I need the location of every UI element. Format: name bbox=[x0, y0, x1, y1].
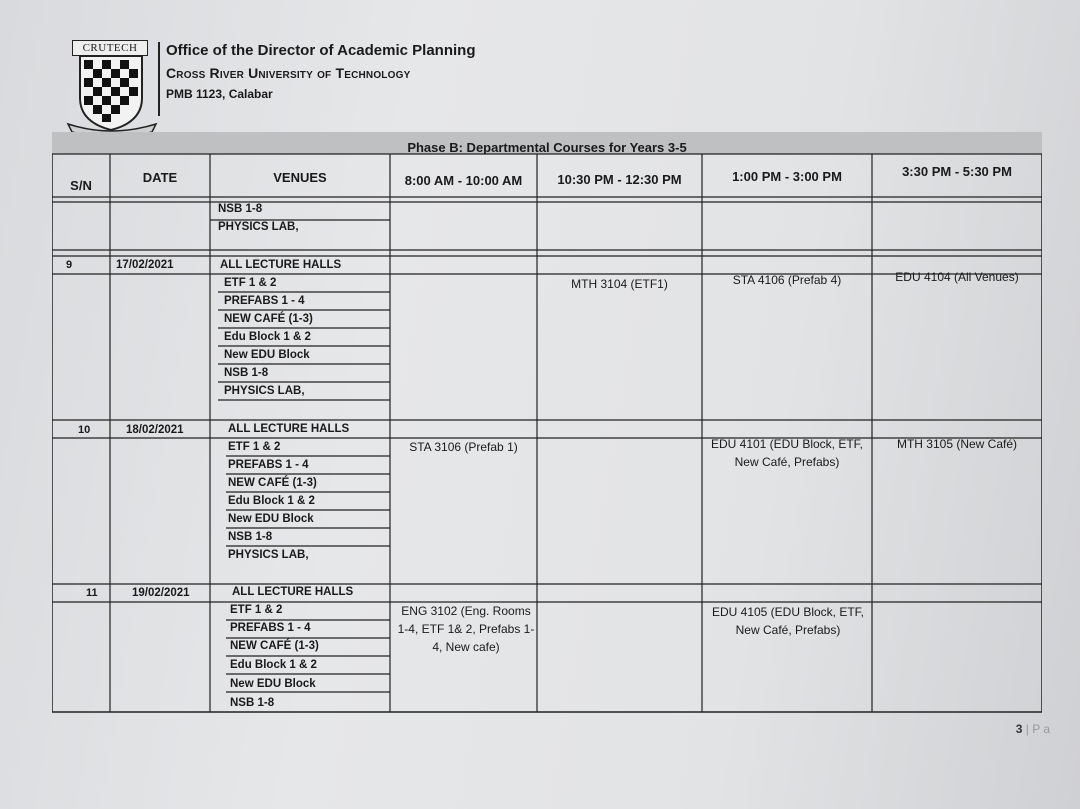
row-sn: 11 bbox=[86, 587, 98, 599]
venue-item: New EDU Block bbox=[224, 349, 310, 361]
row-sn: 10 bbox=[78, 424, 91, 436]
course-slot3: EDU 4101 (EDU Block, ETF, New Café, Prefabs) bbox=[710, 437, 864, 469]
venue-item: NSB 1-8 bbox=[230, 697, 275, 709]
venue-item: PHYSICS LAB, bbox=[224, 385, 305, 397]
venue-item: New EDU Block bbox=[228, 513, 314, 525]
course-slot1: ENG 3102 (Eng. Rooms 1-4, ETF 1& 2, Prefabs 1-4, New cafe) bbox=[397, 604, 535, 654]
venue-item: ETF 1 & 2 bbox=[228, 441, 281, 453]
venue-item: PHYSICS LAB, bbox=[228, 549, 309, 561]
course-slot1: STA 3106 (Prefab 1) bbox=[409, 440, 518, 454]
university-name: Cross River University of Technology bbox=[166, 65, 411, 81]
partial-venue: NSB 1-8 bbox=[218, 203, 263, 215]
venue-item: Edu Block 1 & 2 bbox=[224, 331, 311, 343]
row-date: 19/02/2021 bbox=[132, 587, 190, 599]
column-header-date: DATE bbox=[142, 170, 178, 185]
table-grid bbox=[52, 132, 1042, 714]
venue-item: PREFABS 1 - 4 bbox=[230, 622, 311, 634]
column-header-slot2: 10:30 PM - 12:30 PM bbox=[557, 172, 682, 187]
venue-item: ALL LECTURE HALLS bbox=[220, 259, 342, 271]
venue-item: ETF 1 & 2 bbox=[230, 604, 283, 616]
venue-item: ETF 1 & 2 bbox=[224, 277, 277, 289]
venue-item: PREFABS 1 - 4 bbox=[224, 295, 305, 307]
header-divider bbox=[158, 42, 160, 116]
venue-item: ALL LECTURE HALLS bbox=[232, 586, 354, 598]
office-title: Office of the Director of Academic Planning bbox=[166, 42, 476, 59]
course-slot4: EDU 4104 (All Venues) bbox=[895, 270, 1019, 284]
exam-timetable bbox=[52, 132, 1042, 714]
venue-item: NSB 1-8 bbox=[228, 531, 273, 543]
venue-item: NSB 1-8 bbox=[224, 367, 269, 379]
row-date: 18/02/2021 bbox=[126, 424, 184, 436]
course-slot2: MTH 3104 (ETF1) bbox=[571, 277, 668, 291]
course-slot4: MTH 3105 (New Café) bbox=[896, 437, 1018, 451]
university-logo bbox=[66, 38, 158, 134]
document-header bbox=[66, 38, 486, 138]
venue-item: NEW CAFÉ (1-3) bbox=[230, 640, 319, 652]
course-slot3: STA 4106 (Prefab 4) bbox=[732, 273, 842, 287]
venue-item: Edu Block 1 & 2 bbox=[230, 659, 317, 671]
row-sn: 9 bbox=[66, 259, 73, 271]
column-header-slot4: 3:30 PM - 5:30 PM bbox=[902, 164, 1012, 179]
page-number bbox=[1016, 722, 1050, 736]
venue-item: NEW CAFÉ (1-3) bbox=[228, 477, 317, 489]
venue-item: PREFABS 1 - 4 bbox=[228, 459, 309, 471]
page-suffix: | P a bbox=[1025, 722, 1050, 736]
logo-text: CRUTECH bbox=[72, 40, 148, 56]
page-number-value: 3 bbox=[1015, 722, 1023, 736]
phase-title: Phase B: Departmental Courses for Years 3-5 bbox=[407, 140, 687, 155]
crest-icon bbox=[66, 38, 158, 134]
postal-address: PMB 1123, Calabar bbox=[166, 87, 273, 101]
course-slot3: EDU 4105 (EDU Block, ETF, New Café, Prefabs) bbox=[711, 605, 865, 637]
venue-item: Edu Block 1 & 2 bbox=[228, 495, 315, 507]
row-date: 17/02/2021 bbox=[116, 259, 174, 271]
partial-venue: PHYSICS LAB, bbox=[218, 221, 299, 233]
column-header-sn: S/N bbox=[70, 178, 92, 193]
column-header-venues: VENUES bbox=[273, 170, 327, 185]
venue-item: NEW CAFÉ (1-3) bbox=[224, 313, 313, 325]
column-header-slot1: 8:00 AM - 10:00 AM bbox=[404, 173, 523, 188]
column-header-slot3: 1:00 PM - 3:00 PM bbox=[732, 169, 842, 184]
venue-item: ALL LECTURE HALLS bbox=[228, 423, 350, 435]
venue-item: New EDU Block bbox=[230, 678, 316, 690]
